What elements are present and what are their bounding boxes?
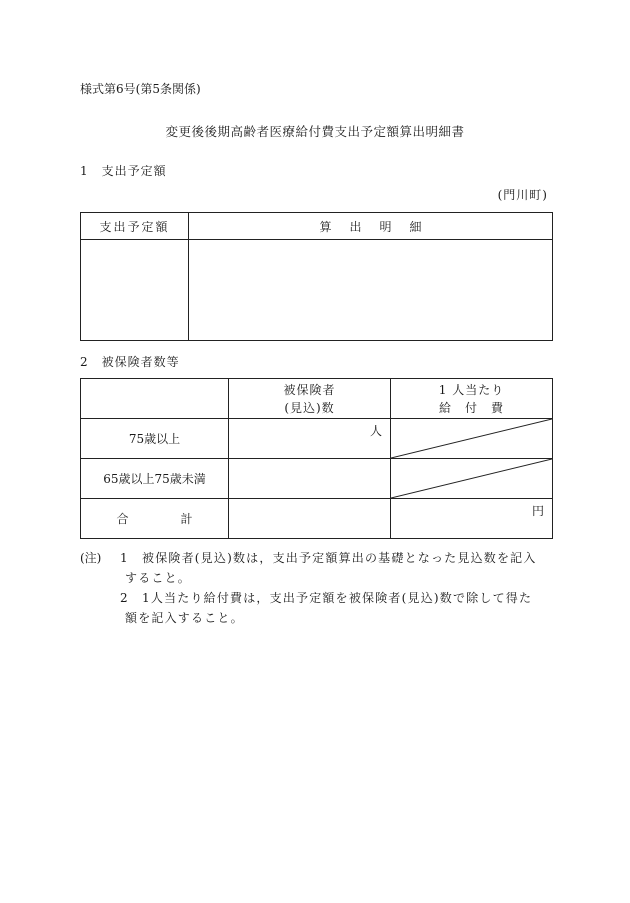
insured-count-table [80,378,553,539]
expenditure-table [80,212,553,341]
document-title: 変更後後期高齢者医療給付費支出予定額算出明細書 [165,124,465,139]
benefit-cell-75-plus-struck [391,419,553,459]
diagonal-strike-line [391,459,552,498]
notes-prefix: (注) [80,551,102,565]
note-text: 1人当たり給付費は，支出予定額を被保険者(見込)数で除して得た [142,591,533,605]
row-label-65-74: 65歳以上75歳未満 [81,459,229,499]
unit-yen: 円 [531,504,544,518]
section1-heading: 1 支出予定額 [80,164,167,178]
count-cell-75-plus[interactable] [229,419,391,459]
note-text: 被保険者(見込)数は，支出予定額算出の基礎となった見込数を記入 [142,551,537,565]
note-number: 2 [120,591,128,605]
form-number-label: 様式第6号(第5条関係) [80,82,201,96]
note-text-continued: 額を記入すること。 [125,611,244,625]
count-cell-65-74[interactable] [229,459,391,499]
total-row-label: 合 計 [81,499,229,539]
note-number: 1 [120,551,128,565]
row-label-75-plus: 75歳以上 [81,419,229,459]
calculation-details-header: 算 出 明 細 [189,213,553,240]
notes-block [80,548,560,628]
insured-count-header: 被保険者 (見込)数 [229,379,391,419]
total-benefit-cell[interactable] [391,499,553,539]
diagonal-strike-line [391,419,552,458]
unit-person: 人 [369,424,382,438]
note-text-continued: すること。 [125,571,192,585]
benefit-cell-65-74-struck [391,459,553,499]
per-capita-benefit-header: 1 人当たり 給 付 費 [391,379,553,419]
expenditure-amount-cell[interactable] [81,240,189,341]
expenditure-amount-header: 支出予定額 [81,213,189,240]
calculation-details-cell[interactable] [189,240,553,341]
total-count-cell[interactable] [229,499,391,539]
section2-heading: 2 被保険者数等 [80,355,180,369]
blank-header-cell [81,379,229,419]
town-name: (門川町) [497,188,548,202]
